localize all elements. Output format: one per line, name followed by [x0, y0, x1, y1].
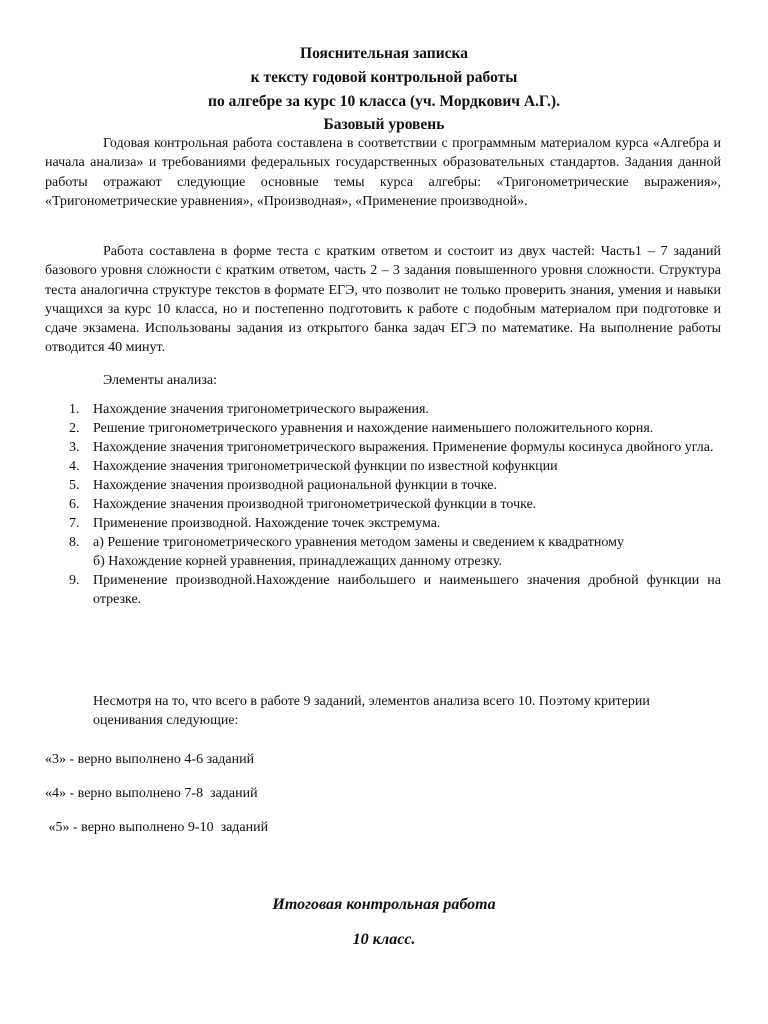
intro-paragraph: Годовая контрольная работа составлена в соответствии с программным материалом курса «Алгебра и начала анализа» и требованиями федеральных государственных образовательных стандартов. Задания данной работы отражают следующие основные темы курса алгебры: «Тригонометрические выражения», «Тригонометрические уравнения», «Производная», «Применение производной».: [45, 136, 721, 209]
list-item: [69, 533, 721, 571]
list-item-text: Нахождение значения тригонометрического выражения. Применение формулы косинуса двойного угла.: [93, 440, 714, 455]
list-item-text: а) Решение тригонометрического уравнения методом замены и сведением к квадратному: [93, 535, 625, 550]
list-item-text: Нахождение значения производной тригонометрической функции в точке.: [93, 497, 537, 512]
list-item-number: 2.: [69, 421, 80, 436]
list-item: [69, 400, 721, 419]
final-test-grade: 10 класс.: [352, 931, 416, 948]
list-item: [69, 495, 721, 514]
heading-course: по алгебре за курс 10 класса (уч. Мордкович А.Г.).: [208, 93, 560, 110]
criteria-intro: Несмотря на то, что всего в работе 9 заданий, элементов анализа всего 10. Поэтому критерии оценивания следующие:: [93, 694, 650, 728]
structure-paragraph: Работа составлена в форме теста с кратким ответом и состоит из двух частей: Часть1 – 7 заданий базового уровня сложности с кратким ответом, часть 2 – 3 задания повышенного уровня сложности. Структура теста аналогична структуре текстов в формате ЕГЭ, что позволит не только проверить знания, умения и навыки учащихся за курс 10 класса, но и постепенно подготовить к работе с подобным материалом при подготовке и сдаче экзамена. Использованы задания из открытого банка задач ЕГЭ по математике. На выполнение работы отводится 40 минут.: [45, 244, 721, 356]
final-test-title: Итоговая контрольная работа: [272, 896, 496, 913]
list-item-subtext: б) Нахождение корней уравнения, принадлежащих данному отрезку.: [93, 554, 502, 569]
list-item-number: 7.: [69, 516, 80, 531]
list-item-text: Решение тригонометрического уравнения и нахождение наименьшего положительного корня.: [93, 421, 654, 436]
heading-level: Базовый уровень: [323, 116, 445, 133]
list-item-text: Применение производной.Нахождение наибольшего и наименьшего значения дробной функции на отрезке.: [93, 573, 721, 607]
analysis-list: [45, 400, 721, 609]
list-item: [69, 438, 721, 457]
list-item-number: 9.: [69, 573, 80, 588]
grade-4: «4» - верно выполнено 7-8 заданий: [45, 786, 258, 801]
list-item-number: 3.: [69, 440, 80, 455]
heading-title: Пояснительная записка: [300, 45, 468, 62]
list-item-number: 5.: [69, 478, 80, 493]
grade-3: «3» - верно выполнено 4-6 заданий: [45, 752, 255, 767]
list-item: [69, 514, 721, 533]
list-item-text: Нахождение значения тригонометрической функции по известной кофункции: [93, 459, 558, 474]
list-item-number: 4.: [69, 459, 80, 474]
analysis-label: Элементы анализа:: [103, 373, 218, 388]
grade-5: «5» - верно выполнено 9-10 заданий: [45, 820, 269, 835]
list-item-number: 8.: [69, 535, 80, 550]
list-item-text: Нахождение значения тригонометрического выражения.: [93, 402, 429, 417]
list-item-text: Применение производной. Нахождение точек экстремума.: [93, 516, 441, 531]
list-item-text: Нахождение значения производной рациональной функции в точке.: [93, 478, 498, 493]
heading-subtitle: к тексту годовой контрольной работы: [250, 69, 518, 86]
list-item: [69, 457, 721, 476]
list-item: [69, 419, 721, 438]
list-item: [69, 571, 721, 609]
list-item-number: 1.: [69, 402, 80, 417]
list-item-number: 6.: [69, 497, 80, 512]
list-item: [69, 476, 721, 495]
